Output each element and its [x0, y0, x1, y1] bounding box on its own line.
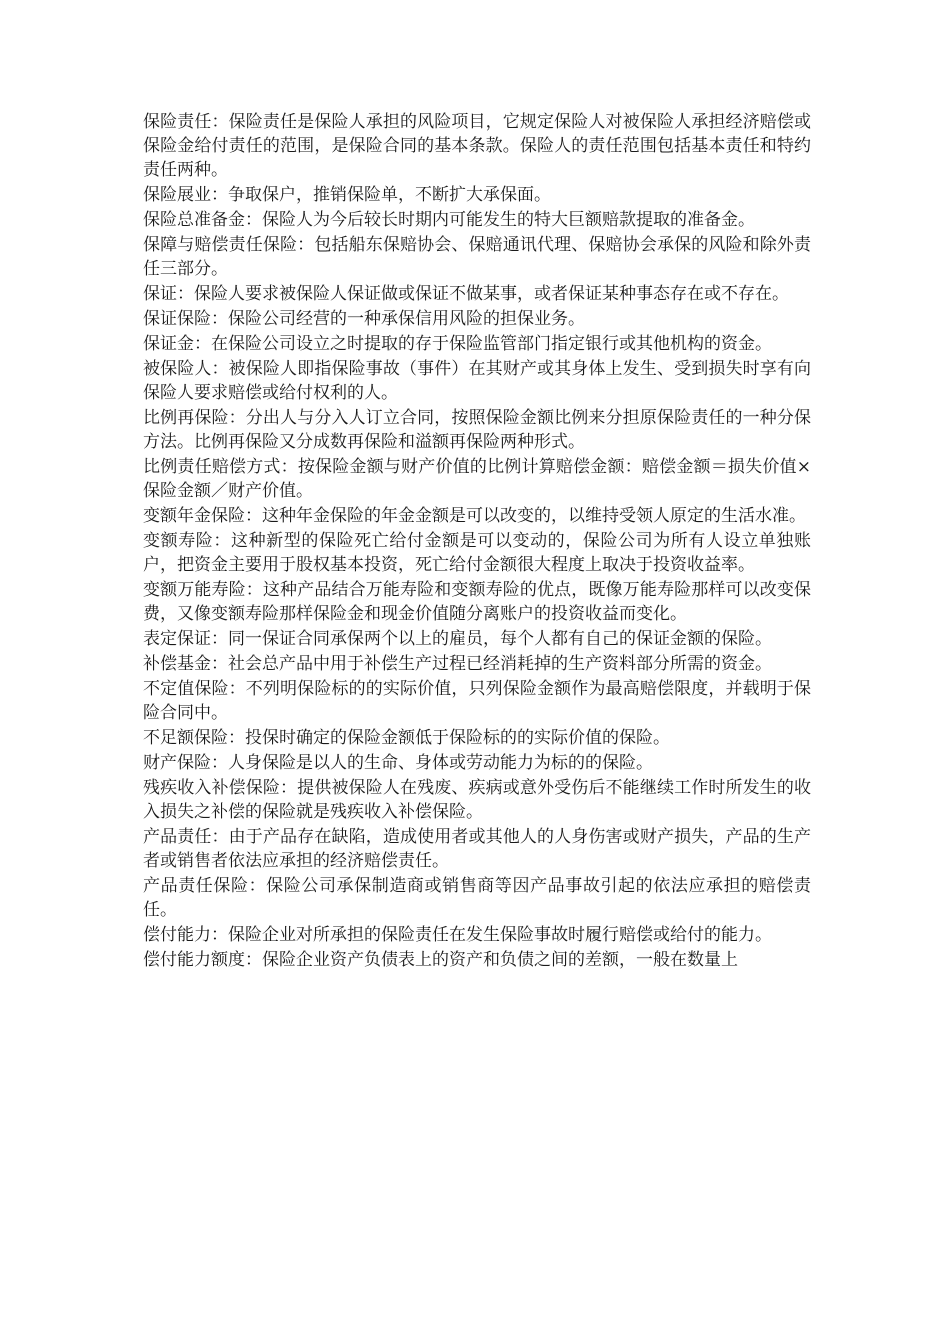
glossary-entry: 表定保证：同一保证合同承保两个以上的雇员，每个人都有自己的保证金额的保险。	[143, 629, 772, 649]
glossary-entry: 偿付能力：保险企业对所承担的保险责任在发生保险事故时履行赔偿或给付的能力。	[143, 925, 772, 945]
glossary-entry: 被保险人：被保险人即指保险事故（事件）在其财产或其身体上发生、受到损失时享有向保险人要求赔偿或给付权利的人。	[143, 359, 811, 403]
glossary-entry: 不足额保险：投保时确定的保险金额低于保险标的的实际价值的保险。	[143, 728, 670, 748]
glossary-entry: 产品责任：由于产品存在缺陷，造成使用者或其他人的人身伤害或财产损失，产品的生产者或销售者依法应承担的经济赔偿责任。	[143, 827, 811, 871]
glossary-entry: 保险展业：争取保户，推销保险单，不断扩大承保面。	[143, 185, 551, 205]
glossary-entry: 变额年金保险：这种年金保险的年金金额是可以改变的，以维持受领人原定的生活水准。	[143, 506, 806, 526]
glossary-entry: 补偿基金：社会总产品中用于补偿生产过程已经消耗掉的生产资料部分所需的资金。	[143, 654, 772, 674]
glossary-entry: 变额万能寿险：这种产品结合万能寿险和变额寿险的优点，既像万能寿险那样可以改变保费，又像变额寿险那样保险金和现金价值随分离账户的投资收益而变化。	[143, 580, 811, 624]
glossary-entry: 不定值保险：不列明保险标的的实际价值，只列保险金额作为最高赔偿限度，并载明于保险合同中。	[143, 679, 811, 723]
glossary-entry: 变额寿险：这种新型的保险死亡给付金额是可以变动的，保险公司为所有人设立单独账户，把资金主要用于股权基本投资，死亡给付金额很大程度上取决于投资收益率。	[143, 531, 811, 575]
glossary-entry: 比例再保险：分出人与分入人订立合同，按照保险金额比例来分担原保险责任的一种分保方法。比例再保险又分成数再保险和溢额再保险两种形式。	[143, 408, 811, 452]
glossary-entry: 财产保险：人身保险是以人的生命、身体或劳动能力为标的的保险。	[143, 753, 653, 773]
glossary-entry: 保证金：在保险公司设立之时提取的存于保险监管部门指定银行或其他机构的资金。	[143, 334, 772, 354]
glossary-entry: 保障与赔偿责任保险：包括船东保赔协会、保赔通讯代理、保赔协会承保的风险和除外责任三部分。	[143, 235, 811, 279]
glossary-entry: 产品责任保险：保险公司承保制造商或销售商等因产品事故引起的依法应承担的赔偿责任。	[143, 876, 811, 920]
glossary-entry: 保险责任：保险责任是保险人承担的风险项目，它规定保险人对被保险人承担经济赔偿或保险金给付责任的范围，是保险合同的基本条款。保险人的责任范围包括基本责任和特约责任两种。	[143, 112, 811, 180]
glossary-entry: 偿付能力额度：保险企业资产负债表上的资产和负债之间的差额，一般在数量上	[143, 950, 738, 970]
glossary-entry: 残疾收入补偿保险：提供被保险人在残废、疾病或意外受伤后不能继续工作时所发生的收入损失之补偿的保险就是残疾收入补偿保险。	[143, 778, 811, 822]
glossary-entry: 比例责任赔偿方式：按保险金额与财产价值的比例计算赔偿金额：赔偿金额＝损失价值×保险金额／财产价值。	[143, 457, 811, 501]
glossary-entry: 保证：保险人要求被保险人保证做或保证不做某事，或者保证某种事态存在或不存在。	[143, 284, 789, 304]
document-body	[143, 110, 811, 973]
glossary-entry: 保证保险：保险公司经营的一种承保信用风险的担保业务。	[143, 309, 585, 329]
glossary-entry: 保险总准备金：保险人为今后较长时期内可能发生的特大巨额赔款提取的准备金。	[143, 210, 755, 230]
